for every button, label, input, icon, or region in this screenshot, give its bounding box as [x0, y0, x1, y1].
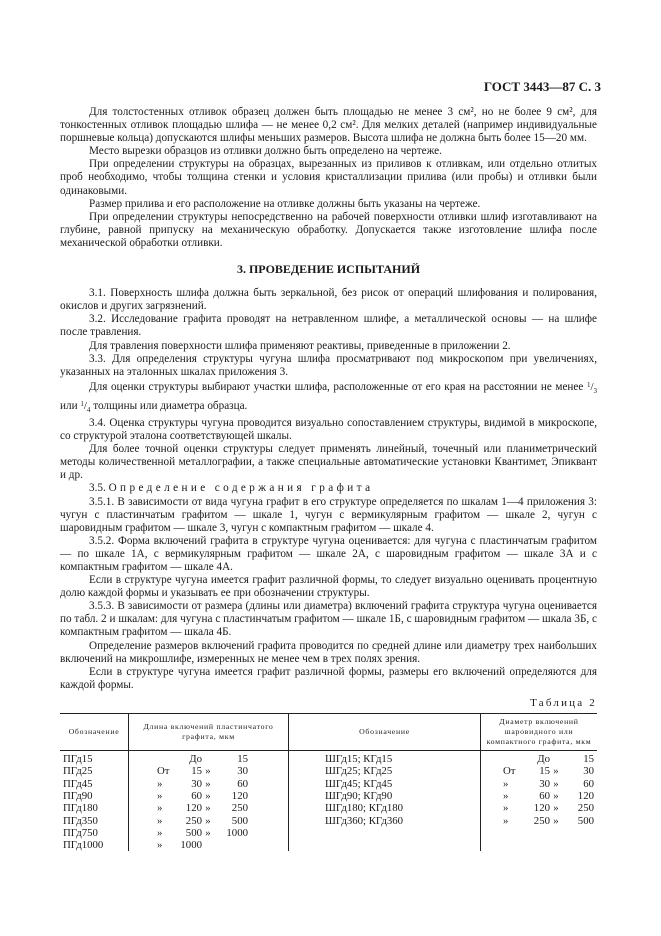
document-body [60, 106, 597, 852]
range-cell: » [503, 777, 509, 790]
range-row [157, 753, 285, 765]
range-row [157, 839, 285, 851]
range-cell [202, 839, 214, 851]
range-cell: 120 [533, 802, 550, 815]
paragraph-3-5-heading: 3.5. Определение содержания графита [89, 482, 374, 495]
paragraph-3-3: 3.3. Для определения структуры чугуна шлифа просматривают под микроскопом при увеличениях, указанных на эталонных шкалах приложения 3. [60, 352, 597, 378]
designation-cell: ПГд1000 [63, 839, 104, 852]
intro-paragraph: При определении структуры на образцах, вырезанных из приливов к отливкам, или отдельно отлитых проб необходимо, чтобы толщина стенки и условия кристаллизации прилива (или пробы) и отливки были одинаковыми. [60, 158, 597, 197]
range-cell: » [553, 802, 559, 815]
range-cell: 60 [237, 777, 248, 790]
paragraph-3-2: 3.2. Исследование графита проводят на нетравленном шлифе, а металлической основы — на шлифе после травления. [60, 313, 597, 339]
range-cell: 1000 [180, 839, 202, 852]
range-cell [503, 753, 525, 765]
header-designation-right: Обозначение [289, 714, 481, 751]
range-cell: » [553, 777, 559, 790]
range-cell: До [189, 753, 202, 766]
paragraph-3-5-3: 3.5.3. В зависимости от размера (длины или диаметра) включений графита структура чугуна оценивается по табл. 2 и шкалам: для чугуна с пластинчатым графитом — шкале 1Б, с шаровидным графитом — шкала 3Б, с компактным графитом — шкала 4Б. [60, 600, 597, 639]
paragraph-3-5-3-mixed: Если в структуре чугуна имеется графит различной формы, размеры его включений определяются для каждой формы. [60, 665, 597, 691]
range-cell: От [503, 765, 516, 778]
range-cell: До [537, 753, 550, 766]
range-cell [157, 753, 177, 765]
range-cell: » [205, 814, 211, 827]
range-row [157, 765, 285, 777]
fraction-one-third: $^1/_3$ [586, 380, 597, 395]
designation-cell: ШГд180; КГд180 [325, 802, 404, 815]
range-row [503, 778, 594, 790]
range-cell [202, 753, 214, 765]
range-cell: » [503, 802, 509, 815]
range-cell: 120 [577, 789, 594, 802]
range-row [157, 827, 285, 839]
range-cell: » [157, 777, 163, 790]
fraction-one-quarter: $^1/_4$ [80, 399, 91, 414]
range-cell: 500 [577, 814, 594, 827]
range-row [157, 778, 285, 790]
range-row [503, 815, 594, 827]
designation-cell: ПГд750 [63, 826, 98, 839]
range-cell: 60 [583, 777, 594, 790]
range-cell: » [205, 765, 211, 778]
range-row [157, 790, 285, 802]
length-ranges-column [129, 751, 289, 852]
designation-cell: ШГд45; КГд45 [325, 777, 393, 790]
range-cell [550, 753, 562, 765]
left-designations-column [60, 751, 129, 852]
page-header: ГОСТ 3443—87 С. 3 [483, 79, 601, 94]
intro-section [60, 106, 597, 250]
range-cell: » [205, 777, 211, 790]
designation-cell: ПГд180 [63, 802, 98, 815]
range-row [503, 802, 594, 814]
range-cell: » [157, 814, 163, 827]
range-cell: 250 [231, 802, 248, 815]
range-cell: 15 [191, 765, 202, 778]
designation-cell: ШГд25; КГд25 [325, 765, 393, 778]
paragraph-3-5-2-mixed: Если в структуре чугуна имеется графит различной формы, то следует визуально оценивать процентную долю каждой формы и указывать ее при обозначении структуры. [60, 574, 597, 600]
range-cell: 250 [533, 814, 550, 827]
range-row [157, 802, 285, 814]
graphite-size-table [60, 713, 597, 851]
range-cell: » [157, 789, 163, 802]
range-cell: От [157, 765, 170, 778]
range-row [157, 815, 285, 827]
range-cell: 15 [539, 765, 550, 778]
paragraph-3-4: 3.4. Оценка структуры чугуна проводится визуально сопоставлением структуры, видимой в микроскопе, со структурой эталона соответствующей шкалы. [60, 416, 597, 443]
range-cell: 60 [539, 789, 550, 802]
range-cell: 250 [185, 814, 202, 827]
range-cell: » [205, 802, 211, 815]
range-cell [214, 839, 248, 851]
range-cell: 120 [231, 789, 248, 802]
range-cell: » [553, 789, 559, 802]
diameter-ranges-column [481, 751, 598, 852]
range-cell: 250 [577, 802, 594, 815]
range-cell: 15 [583, 753, 594, 766]
range-cell: 500 [185, 826, 202, 839]
intro-paragraph: При определении структуры непосредственно на рабочей поверхности отливки шлиф изготавливают на глубине, равной припуску на механическую обработку. Допускается также изготовление шлифа после механической обработки отливки. [60, 210, 597, 249]
designation-cell: ПГд15 [63, 753, 93, 766]
range-cell: 15 [237, 753, 248, 766]
designation-cell: ШГд15; КГд15 [325, 753, 393, 766]
range-cell: » [553, 814, 559, 827]
right-designations-column [289, 751, 481, 852]
header-diameter: Диаметр включений шаровидного или компактного графита, мкм [481, 714, 598, 751]
range-cell: 30 [539, 777, 550, 790]
range-cell: 30 [237, 765, 248, 778]
range-cell: » [157, 802, 163, 815]
range-cell: » [553, 765, 559, 778]
range-cell: » [503, 789, 509, 802]
intro-paragraph: Место вырезки образцов из отливки должно быть определено на чертеже. [89, 145, 442, 158]
range-row [503, 790, 594, 802]
range-cell: 30 [191, 777, 202, 790]
designation-cell: ПГд350 [63, 814, 98, 827]
intro-paragraph: Размер прилива и его расположение на отливке должны быть указаны на чертеже. [89, 197, 481, 210]
range-cell: » [503, 814, 509, 827]
header-designation-left: Обозначение [60, 714, 129, 751]
range-row [503, 753, 594, 765]
paragraph-3-3-distance: Для оценки структуры выбирают участки шлифа, расположенные от его края на расстоянии не менее $^1/_3$ или $^1/_4$ толщины или диаметра образца. [60, 380, 597, 414]
designation-cell: ПГд45 [63, 777, 93, 790]
header-length: Длина включений пластинчатого графита, мкм [129, 714, 289, 751]
range-cell: 1000 [226, 826, 248, 839]
range-cell: » [157, 839, 163, 852]
section-title: 3. ПРОВЕДЕНИЕ ИСПЫТАНИЙ [236, 262, 421, 277]
paragraph-3-5-2: 3.5.2. Форма включений графита в структуре чугуна оценивается: для чугуна с пластинчатым графитом — по шкале 1А, с вермикулярным графитом — шкале 2А, с шаровидным графитом — шкале 3А и с компактным графитом — шкале 4А. [60, 534, 597, 573]
range-row [503, 765, 594, 777]
range-cell: 60 [191, 789, 202, 802]
range-cell: 30 [583, 765, 594, 778]
paragraph-3-2-etching: Для травления поверхности шлифа применяют реактивы, приведенные в приложении 2. [89, 339, 511, 352]
designation-cell: ШГд90; КГд90 [325, 789, 393, 802]
range-cell: » [205, 789, 211, 802]
range-cell: » [157, 826, 163, 839]
paragraph-3-5-1: 3.5.1. В зависимости от вида чугуна графит в его структуре определяется по шкалам 1—4 приложения 3: чугун с пластинчатым графитом — шкале 1, чугун с вермикулярным графитом — шкале 2, чугун с шаровидным графитом — шкале 3, чугун с компактным графитом — шкале 4. [60, 495, 597, 534]
designation-cell: ШГд360; КГд360 [325, 814, 404, 827]
designation-cell: ПГд25 [63, 765, 93, 778]
table-2 [60, 713, 597, 852]
paragraph-3-5-3-measure: Определение размеров включений графита проводится по средней длине или диаметру трех наибольших включений на микрошлифе, измеренных не менее чем в трех полях зрения. [60, 639, 597, 665]
intro-paragraph: Для толстостенных отливок образец должен быть площадью не менее 3 см², но не более 9 см², для тонкостенных отливок площадью шлифа — не менее 0,2 см². Для мелких деталей (например индивидуальные поршневые кольца) допускаются шлифы меньших размеров. Высота шлифа не должна быть более 15—20 мм. [60, 106, 597, 145]
range-cell: 500 [231, 814, 248, 827]
range-cell: » [205, 826, 211, 839]
designation-cell: ПГд90 [63, 789, 93, 802]
range-cell: 120 [185, 802, 202, 815]
paragraph-3-4-methods: Для более точной оценки структуры следует применять линейный, точечный или планиметрический методы количественной металлографии, а также специальные автоматические установки Квантимет, Эпиквант и др. [60, 443, 597, 482]
table-caption: Таблица 2 [530, 696, 597, 709]
paragraph-3-1: 3.1. Поверхность шлифа должна быть зеркальной, без рисок от операций шлифования и полирования, окислов и других загрязнений. [60, 287, 597, 313]
